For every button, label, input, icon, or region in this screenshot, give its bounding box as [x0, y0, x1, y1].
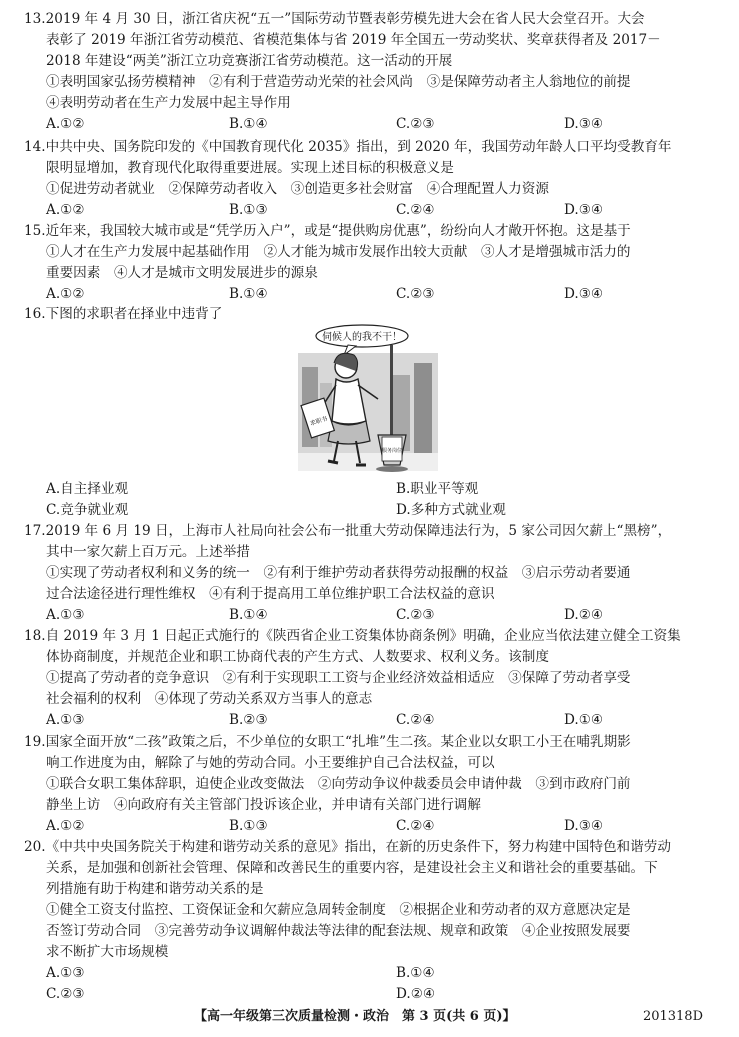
option-d[interactable]: D.②④	[396, 986, 436, 1002]
question-15-choice-line-1: ①人才在生产力发展中起基础作用 ②人才能为城市发展作出较大贡献 ③人才是增强城市活力的	[46, 244, 631, 260]
option-d[interactable]: D.③④	[564, 286, 604, 302]
question-17-choice-line-2: 过合法途径进行理性维权 ④有利于提高用工单位维护职工合法权益的意识	[46, 586, 495, 602]
option-a[interactable]: A.①②	[46, 116, 85, 132]
question-20-choice-line-3: 求不断扩大市场规模	[46, 944, 169, 960]
option-d[interactable]: D.③④	[564, 202, 604, 218]
question-20-stem-line-1: 20.《中共中央国务院关于构建和谐劳动关系的意见》指出，在新的历史条件下，努力构建中国特色和谐劳动	[24, 839, 671, 855]
question-13	[24, 9, 716, 135]
option-b[interactable]: B.①④	[396, 965, 435, 981]
option-b[interactable]: B.②③	[229, 712, 268, 728]
option-c[interactable]: C.②③	[46, 986, 85, 1002]
option-b[interactable]: B.①③	[229, 818, 268, 834]
question-13-stem-line-3: 2018 年建设“两美”浙江立功竞赛浙江省劳动模范。这一活动的开展	[46, 53, 453, 69]
question-20-choice-line-1: ①健全工资支付监控、工资保证金和欠薪应急周转金制度 ②根据企业和劳动者的双方意愿决定是	[46, 902, 631, 918]
option-a[interactable]: A.①②	[46, 818, 85, 834]
option-b[interactable]: B.①④	[229, 116, 268, 132]
question-19-options	[24, 816, 716, 837]
question-18-options	[24, 710, 716, 731]
option-d[interactable]: D.多种方式就业观	[396, 502, 506, 518]
question-20-stem-line-2: 关系，是加强和创新社会管理、保障和改善民生的重要内容，是建设社会主义和谐社会的重要基础。下	[46, 860, 658, 876]
question-15-options	[24, 284, 716, 305]
option-b[interactable]: B.职业平等观	[396, 481, 479, 497]
option-d[interactable]: D.③④	[564, 818, 604, 834]
question-18-choice-line-1: ①提高了劳动者的竞争意识 ②有利于实现职工工资与企业经济效益相适应 ③保障了劳动者享受	[46, 670, 631, 686]
question-13-options	[24, 114, 716, 135]
option-c[interactable]: C.②③	[396, 286, 435, 302]
option-a[interactable]: A.自主择业观	[46, 481, 129, 497]
speech-bubble-text: 伺候人的我不干！	[322, 332, 402, 343]
question-20	[24, 837, 716, 1005]
footer-code: 201318D	[642, 1009, 703, 1024]
option-d[interactable]: D.①④	[564, 712, 604, 728]
option-c[interactable]: C.②④	[396, 712, 435, 728]
question-14-stem-line-1: 14.中共中央、国务院印发的《中国教育现代化 2035》指出，到 2020 年，我国劳动年龄人口平均受教育年	[24, 139, 672, 155]
page-footer	[0, 1006, 739, 1028]
option-c[interactable]: C.②③	[396, 607, 435, 623]
question-17-choice-line-1: ①实现了劳动者权利和义务的统一 ②有利于维护劳动者获得劳动报酬的权益 ③启示劳动者要通	[46, 565, 631, 581]
question-20-stem-line-3: 列措施有助于构建和谐劳动关系的是	[46, 881, 264, 897]
option-b[interactable]: B.①④	[229, 607, 268, 623]
question-19-stem-line-1: 19.国家全面开放“二孩”政策之后，不少单位的女职工“扎堆”生二孩。某企业以女职工小王在哺乳期影	[24, 734, 631, 750]
footer-title: 【高一年级第三次质量检测・政治 第 3 页(共 6 页)】	[194, 1009, 516, 1024]
question-15-choice-line-2: 重要因素 ④人才是城市文明发展进步的源泉	[46, 265, 318, 281]
question-19-choice-line-2: 静坐上访 ④向政府有关主管部门投诉该企业，并申请有关部门进行调解	[46, 797, 481, 813]
question-16-stem-line-1: 16.下图的求职者在择业中违背了	[24, 306, 223, 322]
option-a[interactable]: A.①②	[46, 202, 85, 218]
question-17-stem-line-1: 17.2019 年 6 月 19 日，上海市人社局向社会公布一批重大劳动保障违法行为，5 家公司因欠薪上“黑榜”，	[24, 523, 672, 539]
question-16-options	[24, 479, 716, 521]
question-20-options-row-2	[24, 984, 716, 1005]
question-16-options-row-2	[24, 500, 716, 521]
question-19-choice-line-1: ①联合女职工集体辞职，迫使企业改变做法 ②向劳动争议仲裁委员会申请仲裁 ③到市政府门前	[46, 776, 631, 792]
option-a[interactable]: A.①③	[46, 712, 85, 728]
question-18-choice-line-2: 社会福利的权利 ④体现了劳动关系双方当事人的意志	[46, 691, 373, 707]
question-20-options-row-1	[24, 963, 716, 984]
question-14-stem-line-2: 限明显增加，教育现代化取得重要进展。实现上述目标的积极意义是	[46, 160, 454, 176]
question-19-stem-line-2: 响工作进度为由，解除了与她的劳动合同。小王要维护自己合法权益，可以	[46, 755, 495, 771]
question-17-options	[24, 605, 716, 626]
job-seeker-cartoon	[296, 323, 444, 475]
paper-text: 求职书	[309, 415, 329, 428]
option-b[interactable]: B.①③	[229, 202, 268, 218]
question-13-stem-line-1: 13.2019 年 4 月 30 日，浙江省庆祝“五一”国际劳动节暨表彰劳模先进大会在省人民大会堂召开。大会	[24, 11, 645, 27]
question-13-choice-line-1: ①表明国家弘扬劳模精神 ②有利于营造劳动光荣的社会风尚 ③是保障劳动者主人翁地位的前提	[46, 74, 631, 90]
broom-sign-text: 服务岗位	[381, 448, 403, 454]
question-18	[24, 626, 716, 731]
question-16	[24, 304, 716, 325]
option-a[interactable]: A.①③	[46, 607, 85, 623]
option-c[interactable]: C.②④	[396, 202, 435, 218]
option-c[interactable]: C.②③	[396, 116, 435, 132]
question-15-stem-line-1: 15.近年来，我国较大城市或是“凭学历入户”，或是“提供购房优惠”，纷纷向人才敞开怀抱。这是基于	[24, 223, 631, 239]
question-13-choice-line-2: ④表明劳动者在生产力发展中起主导作用	[46, 95, 291, 111]
question-14-choice-line-1: ①促进劳动者就业 ②保障劳动者收入 ③创造更多社会财富 ④合理配置人力资源	[46, 181, 549, 197]
option-d[interactable]: D.③④	[564, 116, 604, 132]
question-14	[24, 137, 716, 221]
option-c[interactable]: C.竞争就业观	[46, 502, 129, 518]
option-c[interactable]: C.②④	[396, 818, 435, 834]
option-b[interactable]: B.①④	[229, 286, 268, 302]
option-a[interactable]: A.①③	[46, 965, 85, 981]
question-16-options-row-1	[24, 479, 716, 500]
question-18-stem-line-1: 18.自 2019 年 3 月 1 日起正式施行的《陕西省企业工资集体协商条例》明确，企业应当依法建立健全工资集	[24, 628, 681, 644]
question-13-stem-line-2: 表彰了 2019 年浙江省劳动模范、省模范集体与省 2019 年全国五一劳动奖状、奖章获得者及 2017－	[46, 32, 661, 48]
question-20-choice-line-2: 否签订劳动合同 ③完善劳动争议调解仲裁法等法律的配套法规、规章和政策 ④企业按照发展要	[46, 923, 631, 939]
question-15	[24, 221, 716, 305]
question-14-options	[24, 200, 716, 221]
question-17-stem-line-2: 其中一家欠薪上百万元。上述举措	[46, 544, 250, 560]
question-19	[24, 732, 716, 837]
question-17	[24, 521, 716, 626]
option-a[interactable]: A.①②	[46, 286, 85, 302]
question-18-stem-line-2: 体协商制度，并规范企业和职工协商代表的产生方式、人数要求、权利义务。该制度	[46, 649, 549, 665]
option-d[interactable]: D.②④	[564, 607, 604, 623]
